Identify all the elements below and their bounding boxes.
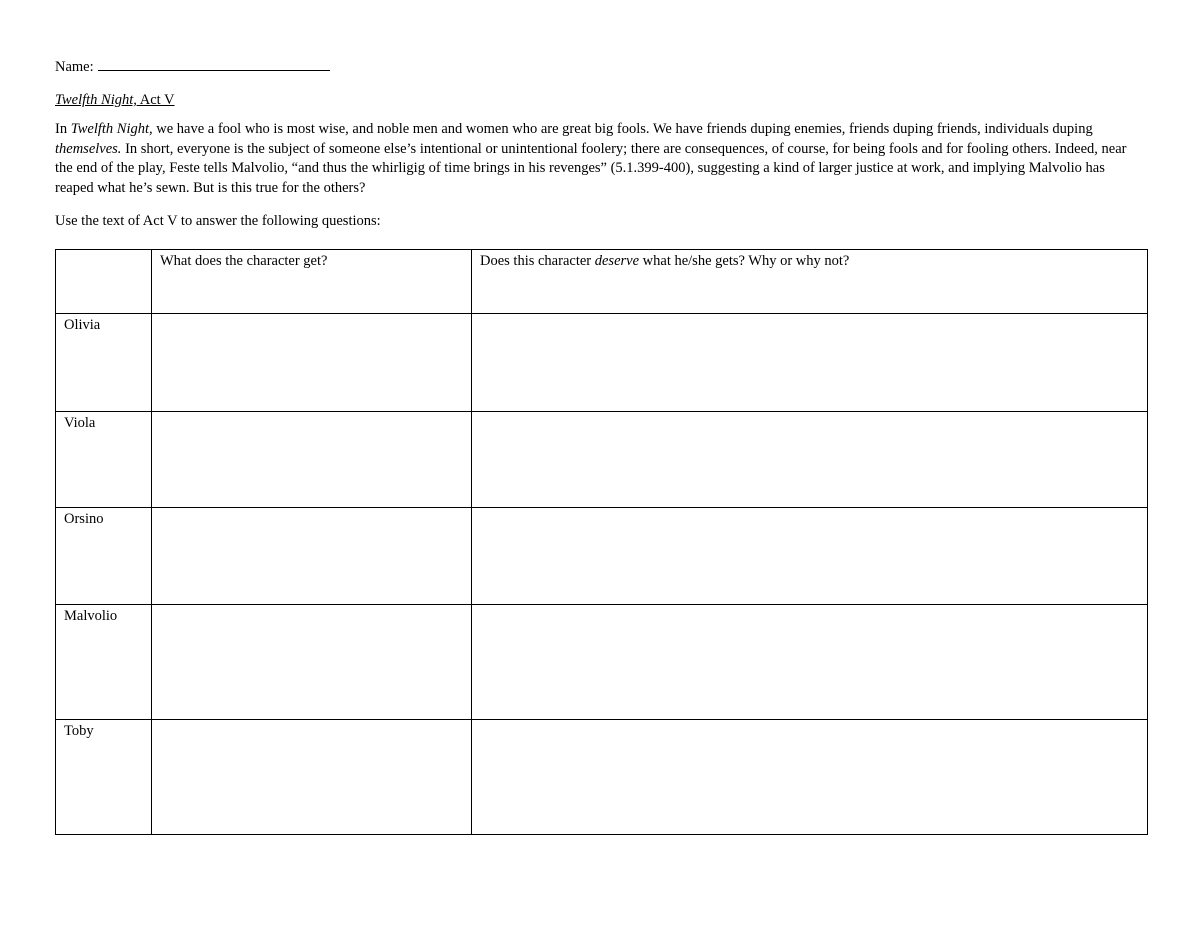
name-line [55,56,1147,76]
intro-text-2: we have a fool who is most wise, and noble men and women who are great big fools. We have friends duping enemies, friends duping friends, individuals duping [152,121,1093,137]
title-play-name: Twelfth Night, [55,92,137,108]
name-blank-line[interactable] [98,56,330,71]
header-cell-empty [56,250,152,314]
table-row [56,720,1148,835]
character-name-cell: Malvolio [56,605,152,720]
worksheet-title [55,90,1147,110]
title-act: Act V [136,92,175,108]
answer-cell-what-get[interactable] [152,314,472,412]
header-cell-deserve: Does this character deserve what he/she gets? Why or why not? [472,250,1148,314]
character-name-cell: Viola [56,412,152,508]
table-row [56,508,1148,605]
name-label: Name: [55,59,94,75]
intro-emphasis: themselves. [55,140,122,157]
character-table [55,249,1148,835]
table-row [56,605,1148,720]
header-cell-what-get: What does the character get? [152,250,472,314]
intro-play-title: Twelfth Night, [70,121,153,137]
worksheet-page [55,56,1147,739]
table-header-row [56,250,1148,314]
table-row [56,412,1148,508]
character-name-cell: Orsino [56,508,152,605]
answer-cell-what-get[interactable] [152,412,472,508]
answer-cell-deserve[interactable] [472,508,1148,605]
intro-paragraph [55,120,1147,198]
answer-cell-what-get[interactable] [152,720,472,835]
instructions: Use the text of Act V to answer the following questions: [55,213,381,229]
answer-cell-what-get[interactable] [152,605,472,720]
answer-cell-deserve[interactable] [472,412,1148,508]
answer-cell-deserve[interactable] [472,314,1148,412]
table-row [56,314,1148,412]
character-name-cell: Olivia [56,314,152,412]
answer-cell-deserve[interactable] [472,605,1148,720]
intro-text-3: In short, everyone is the subject of someone else’s intentional or unintentional foolery; there are consequences, of course, for being fools and for fooling others. Indeed, near the end of the play, Feste tells Malvolio, “and thus the whirligig of time brings in his revenges” (5.1.399-400), suggesting a kind of larger justice at work, and implying Malvolio has reaped what he’s sewn. But is this true for the others? [55,140,1127,196]
answer-cell-what-get[interactable] [152,508,472,605]
intro-text-1: In [55,121,71,137]
character-name-cell: Toby [56,720,152,835]
answer-cell-deserve[interactable] [472,720,1148,835]
deserve-emphasis: deserve [594,253,640,269]
